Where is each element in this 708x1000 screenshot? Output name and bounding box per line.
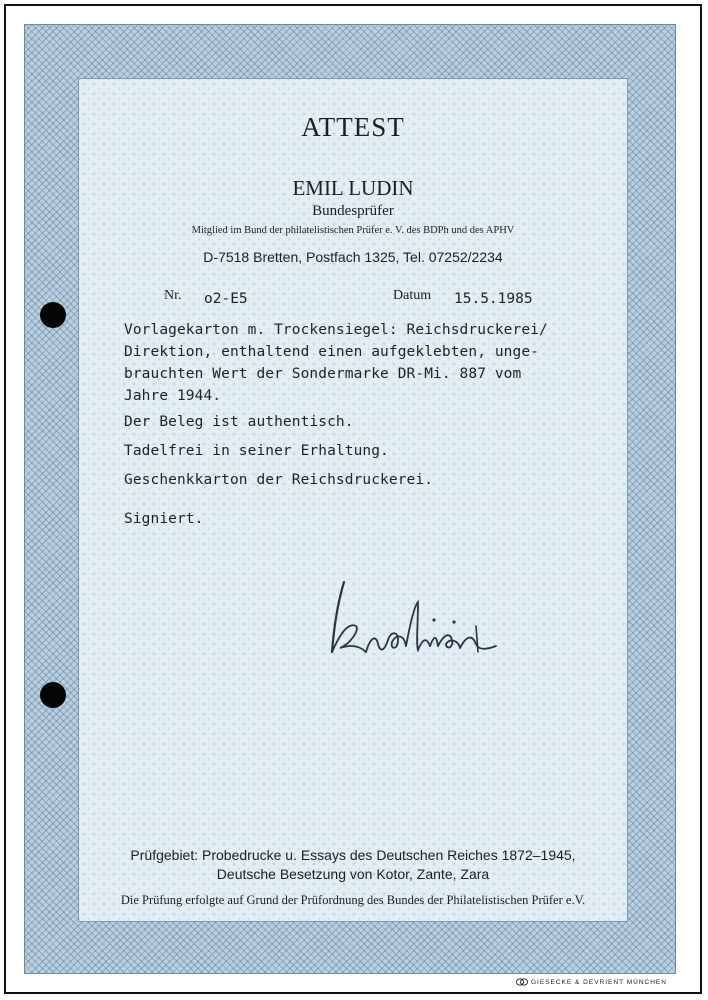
printer-imprint: GIESECKE & DEVRIENT MÜNCHEN [531, 979, 667, 986]
regulation-note: Die Prüfung erfolgte auf Grund der Prüfordnung des Bundes der Philatelistischen Prüfer e.V. [120, 893, 586, 907]
description-line: Jahre 1944. [124, 388, 222, 404]
punch-hole-bottom [40, 682, 66, 708]
punch-hole-top [40, 302, 66, 328]
certificate-title: ATTEST [301, 112, 405, 142]
datum-label: Datum [393, 288, 432, 303]
membership-line: Mitglied im Bund der philatelistischen Prüfer e. V. des BDPh und des APHV [191, 225, 515, 236]
description-line: Direktion, enthaltend einen aufgeklebten, unge- [124, 344, 539, 360]
authenticity-statement: Der Beleg ist authentisch. [124, 414, 354, 430]
handwritten-signature [326, 574, 506, 664]
datum-value: 15.5.1985 [454, 291, 533, 307]
examiner-address: D-7518 Bretten, Postfach 1325, Tel. 07252/2234 [203, 249, 503, 265]
printer-logo-icon [516, 978, 528, 986]
description-line: brauchten Wert der Sondermarke DR-Mi. 887 vom [124, 366, 522, 382]
nr-value: o2-E5 [204, 291, 248, 307]
examination-field-line1: Prüfgebiet: Probedrucke u. Essays des Deutschen Reiches 1872–1945, [130, 847, 576, 863]
description-line: Vorlagekarton m. Trockensiegel: Reichsdruckerei/ [124, 322, 548, 338]
signed-statement: Signiert. [124, 511, 204, 527]
gift-card-statement: Geschenkkarton der Reichsdruckerei. [124, 472, 434, 488]
examiner-name: EMIL LUDIN [292, 176, 414, 200]
examiner-role: Bundesprüfer [312, 203, 394, 219]
nr-label: Nr. [164, 288, 182, 303]
examination-field-line2: Deutsche Besetzung von Kotor, Zante, Zara [216, 866, 490, 882]
condition-statement: Tadelfrei in seiner Erhaltung. [124, 443, 389, 459]
